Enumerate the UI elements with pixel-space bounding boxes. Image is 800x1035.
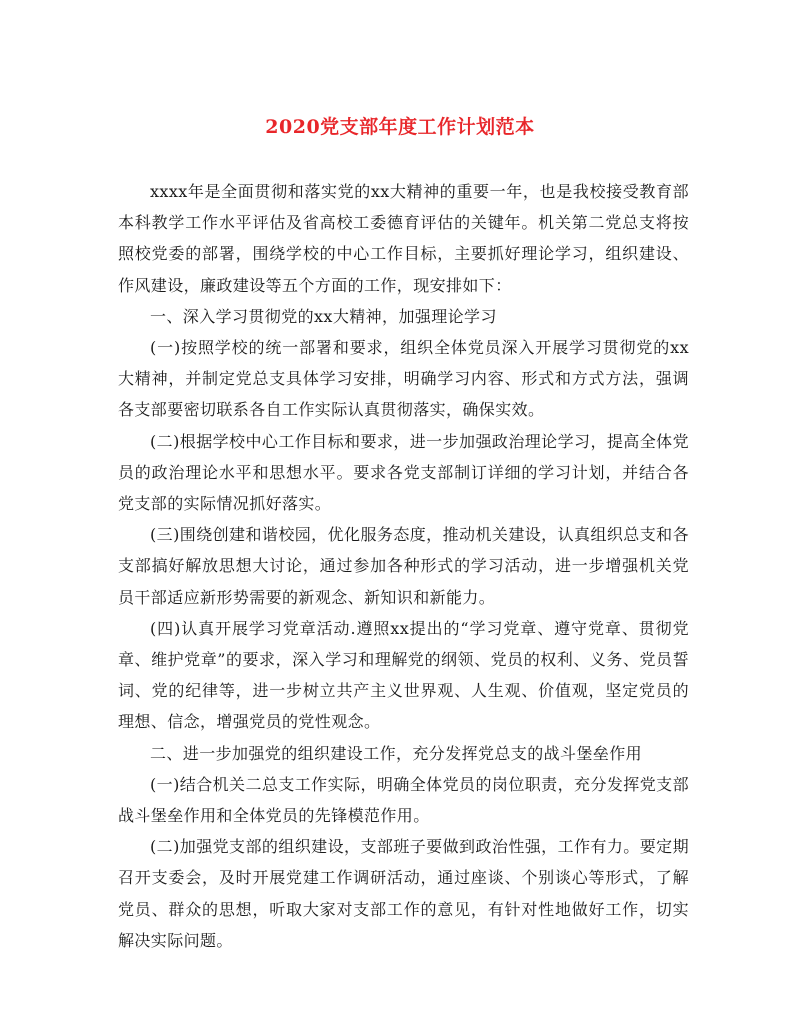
paragraph-1-1: (一)按照学校的统一部署和要求，组织全体党员深入开展学习贯彻党的xx大精神，并制定党总支具体学习安排，明确学习内容、形式和方式方法，强调各支部要密切联系各自工作实际认真贯彻落实，确保实效。: [118, 338, 689, 420]
paragraph-1-4: (四)认真开展学习党章活动.遵照xx提出的“学习党章、遵守党章、贯彻党章、维护党章”的要求，深入学习和理解党的纲领、党员的权利、义务、党员誓词、党的纪律等，进一步树立共产主义世界观、人生观、价值观，坚定党员的理想、信念，增强党员的党性观念。: [118, 618, 689, 732]
paragraph-2-2: (二)加强党支部的组织建设，支部班子要做到政治性强，工作有力。要定期召开支委会，及时开展党建工作调研活动，通过座谈、个别谈心等形式，了解党员、群众的思想，听取大家对支部工作的意见，有针对性地做好工作，切实解决实际问题。: [118, 837, 689, 950]
paragraph-1-2: (二)根据学校中心工作目标和要求，进一步加强政治理论学习，提高全体党员的政治理论水平和思想水平。要求各党支部制订详细的学习计划，并结合各党支部的实际情况抓好落实。: [118, 431, 689, 514]
document-body: [118, 176, 689, 956]
paragraph-1-3: (三)围绕创建和谐校园，优化服务态度，推动机关建设，认真组织总支和各支部搞好解放思想大讨论，通过参加各种形式的学习活动，进一步增强机关党员干部适应新形势需要的新观念、新知识和新能力。: [118, 525, 689, 607]
section-heading-2: 二、进一步加强党的组织建设工作，充分发挥党总支的战斗堡垒作用: [150, 743, 643, 763]
paragraph-intro: xxxx年是全面贯彻和落实党的xx大精神的重要一年，也是我校接受教育部本科教学工作水平评估及省高校工委德育评估的关键年。机关第二党总支将按照校党委的部署，围绕学校的中心工作目标，主要抓好理论学习，组织建设、作风建设，廉政建设等五个方面的工作，现安排如下：: [118, 182, 689, 295]
paragraph-2-1: (一)结合机关二总支工作实际，明确全体党员的岗位职责，充分发挥党支部战斗堡垒作用和全体党员的先锋模范作用。: [118, 774, 689, 826]
page-title: 2020党支部年度工作计划范本: [265, 116, 535, 138]
section-heading-1: 一、深入学习贯彻党的xx大精神，加强理论学习: [150, 306, 497, 326]
